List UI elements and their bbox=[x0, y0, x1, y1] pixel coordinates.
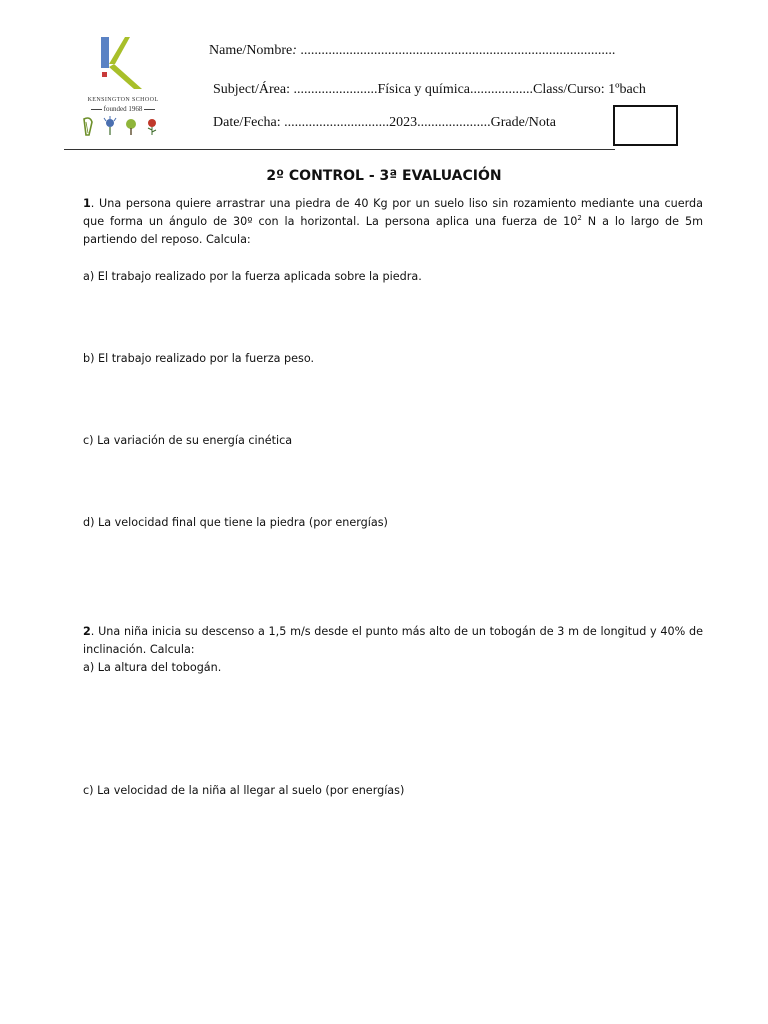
q1-text-end: N a lo largo de 5m partiendo del reposo. Calcula: bbox=[83, 215, 703, 246]
q2-part-a: a) La altura del tobogán. bbox=[83, 661, 222, 674]
date-label: Date/Fecha: .............................. bbox=[213, 115, 390, 130]
logo-emblems bbox=[80, 116, 166, 138]
k-letter-icon bbox=[80, 34, 166, 96]
name-label: Name/Nombre bbox=[209, 43, 293, 58]
q1-number: 1 bbox=[83, 197, 91, 210]
q2-number: 2 bbox=[83, 625, 91, 638]
q1-exponent: 2 bbox=[577, 214, 582, 222]
date-field bbox=[213, 115, 556, 131]
thistle-icon bbox=[104, 116, 116, 135]
q2-statement bbox=[83, 623, 703, 659]
k-dot-icon bbox=[102, 72, 107, 77]
grade-label: Grade/Nota bbox=[490, 115, 556, 130]
subject-value: Física y química bbox=[377, 82, 471, 97]
date-dots: ..................... bbox=[417, 115, 491, 130]
logo-founded: founded 1968 bbox=[80, 105, 166, 113]
grade-box bbox=[613, 105, 678, 146]
subject-field bbox=[213, 82, 646, 98]
rose-icon bbox=[148, 119, 156, 135]
q1-part-d: d) La velocidad final que tiene la piedra (por energías) bbox=[83, 516, 388, 529]
q1-part-a: a) El trabajo realizado por la fuerza aplicada sobre la piedra. bbox=[83, 270, 422, 283]
q1-part-c: c) La variación de su energía cinética bbox=[83, 434, 293, 447]
k-leg bbox=[109, 64, 142, 89]
class-label: Class/Curso: 1ºbach bbox=[533, 82, 646, 97]
name-field bbox=[209, 43, 615, 59]
date-year: 2023 bbox=[389, 115, 418, 130]
name-colon: : bbox=[292, 43, 297, 58]
header-divider bbox=[64, 149, 615, 150]
subject-label: Subject/Área: ........................ bbox=[213, 82, 378, 97]
k-arm bbox=[109, 37, 130, 64]
q2-text: . Una niña inicia su descenso a 1,5 m/s desde el punto más alto de un tobogán de 3 m de longitud y 40% de inclinación. Calcula: bbox=[83, 625, 703, 656]
harp-icon bbox=[84, 118, 92, 135]
q1-part-b: b) El trabajo realizado por la fuerza peso. bbox=[83, 352, 315, 365]
q1-text: . Una persona quiere arrastrar una piedra de 40 Kg por un suelo liso sin rozamiento mediante una cuerda que forma un ángulo de 30º con la horizontal. La persona aplica una fuerza de 10 bbox=[83, 197, 703, 228]
exam-title: 2º CONTROL - 3ª EVALUACIÓN bbox=[266, 168, 502, 184]
k-stem bbox=[101, 37, 109, 68]
school-logo bbox=[80, 34, 166, 140]
name-dots: .......................................................................................... bbox=[296, 43, 616, 58]
tree-icon bbox=[126, 119, 136, 135]
q1-statement bbox=[83, 195, 703, 249]
q2-part-c: c) La velocidad de la niña al llegar al suelo (por energías) bbox=[83, 784, 405, 797]
logo-school-name: KENSINGTON SCHOOL bbox=[87, 97, 159, 103]
subject-dots: .................. bbox=[470, 82, 534, 97]
